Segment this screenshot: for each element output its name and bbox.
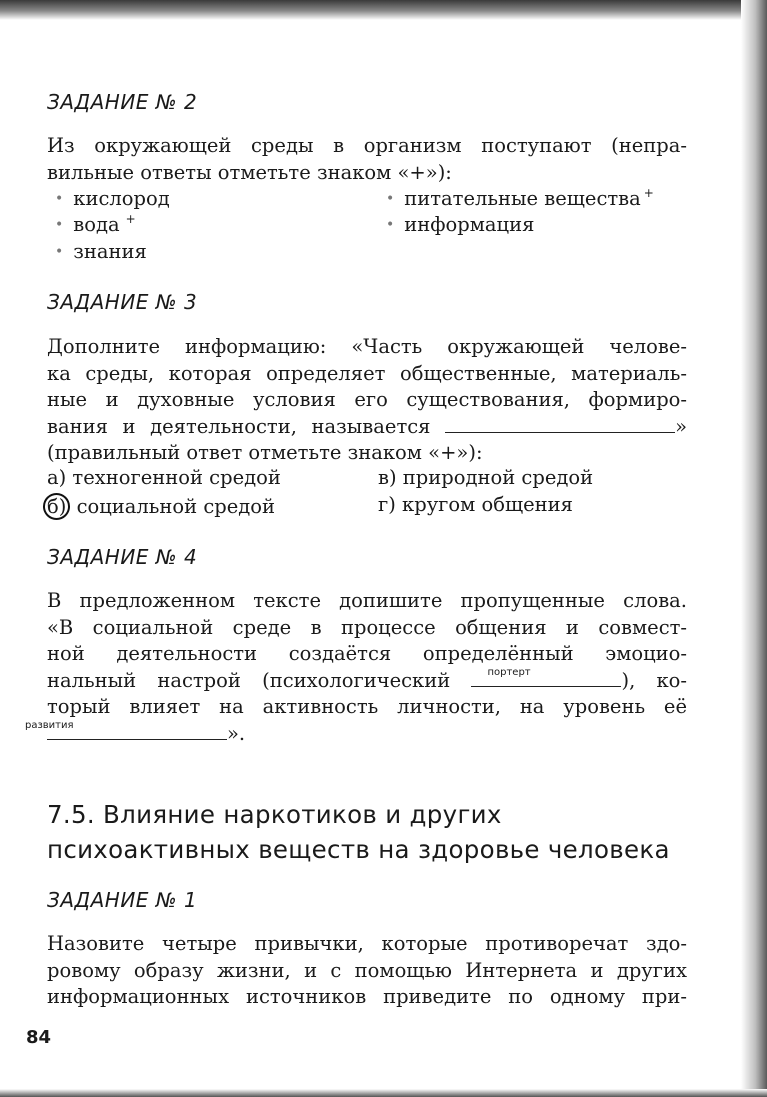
- task4-line-5: торый влияет на активность личности, на уровень её: [47, 695, 687, 718]
- task3-question: [47, 334, 687, 467]
- task3-line-5: (правильный ответ отметьте знаком «+»):: [47, 441, 483, 464]
- task1-line-1: Назовите четыре привычки, которые противоречат здо-: [47, 932, 687, 955]
- task4-line-1: В предложенном тексте допишите пропущенные слова.: [47, 589, 687, 612]
- task4-text: [25, 588, 687, 747]
- task4-line-4: нальный настрой (психологический портерт ), ко-: [47, 668, 687, 695]
- task3-option-a: а) техногенной средой: [47, 466, 281, 489]
- plus-mark: +: [643, 186, 654, 200]
- section-title-line-1: 7.5. Влияние наркотиков и других: [47, 800, 502, 829]
- task3-line-4: вания и деятельности, называется »: [47, 414, 687, 438]
- handwritten-answer-2: развития: [25, 719, 74, 731]
- task3-line-2: ка среды, которая определяет общественные, материаль-: [47, 361, 687, 385]
- task4-heading: ЗАДАНИЕ № 4: [47, 545, 198, 569]
- task3-heading: ЗАДАНИЕ № 3: [47, 290, 198, 314]
- handwritten-answer-1: портерт: [487, 666, 531, 678]
- page-number: 84: [26, 1027, 52, 1048]
- plus-mark: +: [125, 212, 136, 226]
- task1-heading: ЗАДАНИЕ № 1: [47, 888, 198, 912]
- section-title-line-2: психоактивных веществ на здоровье человека: [47, 835, 670, 864]
- task2-option-nutrients: • питательные вещества +: [386, 186, 654, 210]
- task2-option-information: • информация: [386, 213, 535, 236]
- scan-shadow-bottom: [0, 1089, 767, 1097]
- scan-shadow-top: [0, 0, 767, 20]
- task2-heading: ЗАДАНИЕ № 2: [47, 90, 198, 114]
- task2-line-1: Из окружающей среды в организм поступают (непра-: [47, 134, 687, 157]
- task1-line-2: ровому образу жизни, и с помощью Интернета и других: [47, 958, 687, 982]
- section-title: [47, 797, 670, 867]
- circle-mark: б): [43, 493, 70, 520]
- task3-line-1: Дополните информацию: «Часть окружающей челове-: [47, 335, 687, 358]
- task3-line-3: ные и духовные условия его существования, формиро-: [47, 388, 687, 411]
- answer-blank-1[interactable]: [471, 668, 621, 687]
- answer-blank[interactable]: [445, 416, 675, 433]
- task3-option-v: в) природной средой: [378, 466, 594, 489]
- task2-option-knowledge: • знания: [55, 240, 147, 263]
- task3-option-g: г) кругом общения: [378, 493, 573, 516]
- answer-blank-2[interactable]: [25, 719, 227, 740]
- task2-question: [47, 133, 687, 186]
- task2-line-2: вильные ответы отметьте знаком «+»):: [47, 160, 452, 184]
- task1-text: [47, 931, 687, 1011]
- task2-option-water: • вода +: [55, 212, 136, 236]
- task3-option-b: б) социальной средой: [47, 493, 275, 520]
- task4-line-3: ной деятельности создаётся определённый эмоцио-: [47, 642, 687, 665]
- task2-option-oxygen: • кислород: [55, 187, 170, 210]
- task4-line-6: развития ».: [47, 721, 687, 748]
- task4-line-2: «В социальной среде в процессе общения и совмест-: [47, 615, 687, 639]
- scan-shadow-right: [741, 0, 767, 1097]
- task1-line-3: информационных источников приведите по одному при-: [47, 985, 687, 1008]
